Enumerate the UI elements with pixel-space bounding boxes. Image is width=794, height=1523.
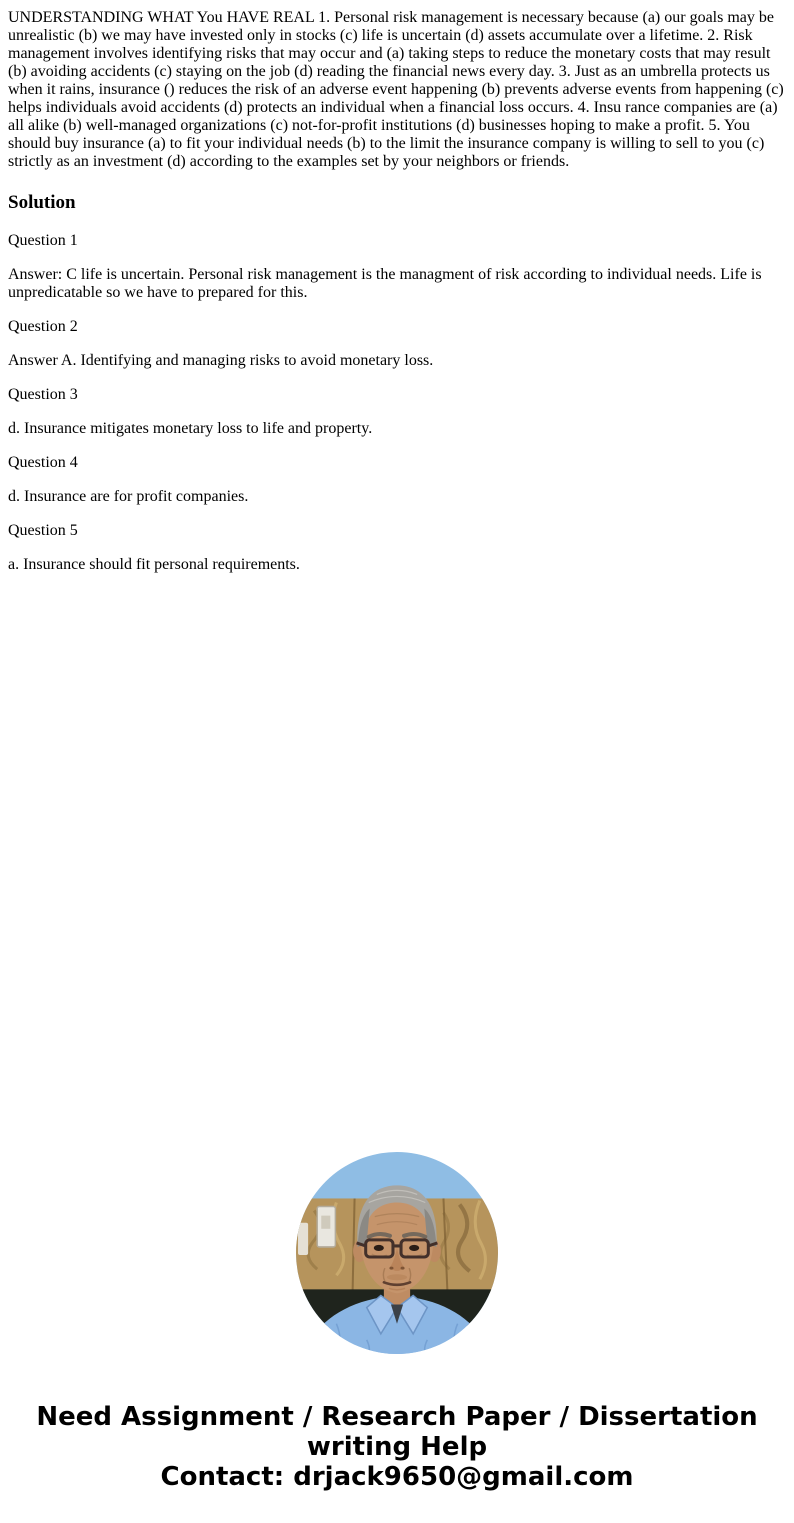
question-4-label: Question 4 (8, 454, 78, 471)
question-bank-paragraph: UNDERSTANDING WHAT You HAVE REAL 1. Personal risk management is necessary because (a) our goals may be unrealistic (b) we may have invested only in stocks (c) life is uncertain (d) assets accumulate over a lifetime. 2. Risk management involves identifying risks that may occur and (a) taking steps to reduce the monetary costs that may result (b) avoiding accidents (c) staying on the job (d) reading the financial news every day. 3. Just as an umbrella protects us when it rains, insurance () reduces the risk of an adverse event happening (b) prevents adverse events from happening (c) helps individuals avoid accidents (d) protects an individual when a financial loss occurs. 4. Insu rance companies are (a) all alike (b) well-managed organizations (c) not-for-profit institutions (d) businesses hoping to make a profit. 5. You should buy insurance (a) to fit your individual needs (b) to the limit the insurance company is willing to sell to you (c) strictly as an investment (d) according to the examples set by your neighbors or friends. (8, 9, 784, 170)
promo-line-2: writing Help (306, 1432, 488, 1462)
question-1-answer: Answer: C life is uncertain. Personal risk management is the managment of risk according to individual needs. Life is unpredicatable so we have to prepared for this. (8, 266, 762, 301)
question-3-label: Question 3 (8, 386, 78, 403)
promo-footer (0, 1402, 794, 1492)
question-2-label: Question 2 (8, 318, 78, 335)
tutor-avatar (296, 1152, 498, 1354)
promo-line-1: Need Assignment / Research Paper / Dissertation (36, 1402, 758, 1432)
solution-heading: Solution (8, 192, 76, 213)
question-4-answer: d. Insurance are for profit companies. (8, 488, 249, 505)
question-1-label: Question 1 (8, 232, 78, 249)
question-3-answer: d. Insurance mitigates monetary loss to life and property. (8, 420, 373, 437)
contact-email-line: Contact: drjack9650@gmail.com (160, 1462, 634, 1492)
document-body (8, 0, 786, 574)
question-5-label: Question 5 (8, 522, 78, 539)
tutor-portrait-illustration (296, 1152, 498, 1354)
question-5-answer: a. Insurance should fit personal requirements. (8, 556, 300, 573)
question-2-answer: Answer A. Identifying and managing risks to avoid monetary loss. (8, 352, 434, 369)
